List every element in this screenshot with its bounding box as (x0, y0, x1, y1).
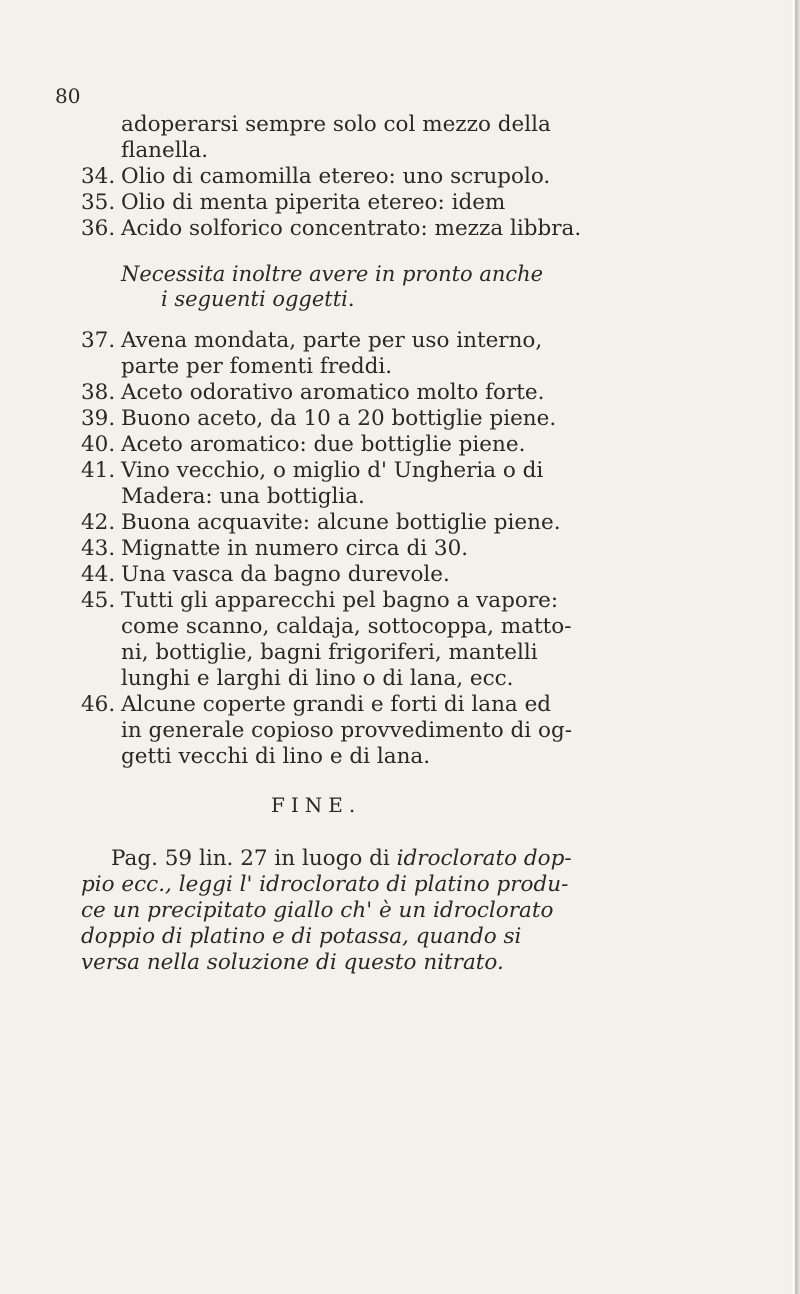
item-line (81, 354, 681, 380)
item-text: Buona acquavite: alcune bottiglie piene. (121, 510, 561, 535)
item-line (81, 588, 681, 614)
errata-line (81, 898, 681, 924)
item-line (81, 380, 681, 406)
item-text: getti vecchi di lino e di lana. (121, 744, 431, 769)
text-line: adoperarsi sempre solo col mezzo della (121, 112, 551, 137)
item-text: Buono aceto, da 10 a 20 bottiglie piene. (121, 406, 557, 431)
item-line (81, 484, 681, 510)
list-item (81, 562, 681, 588)
errata-line (81, 950, 681, 976)
errata-italic: pio ecc., leggi l' idroclorato di platino produ- (81, 872, 569, 897)
errata-italic: idroclorato dop- (396, 846, 572, 871)
item-text: in generale copioso provvedimento di og- (121, 718, 572, 743)
item-number: 39. (81, 406, 116, 431)
text-line: flanella. (121, 138, 209, 163)
item-text: ni, bottiglie, bagni frigoriferi, mantelli (121, 640, 538, 665)
page-number: 80 (55, 84, 81, 108)
item-text: Acido solforico concentrato: mezza libbra. (121, 216, 582, 241)
item-line (81, 328, 681, 354)
item-text: parte per fomenti freddi. (121, 354, 393, 379)
errata-line (81, 872, 681, 898)
item-line (81, 614, 681, 640)
errata-italic: versa nella soluzione di questo nitrato. (81, 950, 504, 975)
item-line (81, 510, 681, 536)
errata-line (81, 924, 681, 950)
list-item (81, 328, 681, 380)
item-line (81, 536, 681, 562)
list-item (81, 190, 681, 216)
item-number: 38. (81, 380, 116, 405)
item-line (81, 718, 681, 744)
list-item (81, 536, 681, 562)
item-line (81, 216, 681, 242)
list-item (81, 216, 681, 242)
item-text: Avena mondata, parte per uso interno, (121, 328, 543, 353)
item-text: Olio di camomilla etereo: uno scrupolo. (121, 164, 551, 189)
item-text: Alcune coperte grandi e forti di lana ed (121, 692, 552, 717)
errata-italic: doppio di platino e di potassa, quando si (81, 924, 522, 949)
item-text: Madera: una bottiglia. (121, 484, 365, 509)
item-text: Una vasca da bagno durevole. (121, 562, 450, 587)
item-text: lunghi e larghi di lino o di lana, ecc. (121, 666, 514, 691)
item-text: Aceto aromatico: due bottiglie piene. (121, 432, 526, 457)
list-item (81, 380, 681, 406)
list-item (81, 588, 681, 692)
item-text: Mignatte in numero circa di 30. (121, 536, 469, 561)
item-text: Olio di menta piperita etereo: idem (121, 190, 506, 215)
item-number: 40. (81, 432, 116, 457)
errata-line (111, 846, 681, 872)
item-number: 37. (81, 328, 116, 353)
section-heading (81, 262, 681, 312)
item-line (81, 562, 681, 588)
item-line (81, 190, 681, 216)
heading-line: i seguenti oggetti. (161, 287, 355, 311)
item-number: 41. (81, 458, 116, 483)
page-body (81, 112, 681, 976)
page-edge (790, 0, 800, 1294)
item-text: Tutti gli apparecchi pel bagno a vapore: (121, 588, 559, 613)
list-item (81, 164, 681, 190)
item-number: 44. (81, 562, 116, 587)
item-list (81, 164, 681, 242)
item-text: come scanno, caldaja, sottocoppa, matto- (121, 614, 572, 639)
item-number: 43. (81, 536, 116, 561)
list-item (81, 458, 681, 510)
item-number: 46. (81, 692, 116, 717)
list-item (81, 510, 681, 536)
errata-italic: ce un precipitato giallo ch' è un idroclorato (81, 898, 554, 923)
item-number: 45. (81, 588, 116, 613)
intro-text (81, 112, 681, 164)
item-line (81, 164, 681, 190)
item-line (81, 432, 681, 458)
item-number: 36. (81, 216, 116, 241)
item-line (81, 666, 681, 692)
item-list (81, 328, 681, 770)
item-number: 35. (81, 190, 116, 215)
item-line (81, 406, 681, 432)
list-item (81, 406, 681, 432)
list-item (81, 692, 681, 770)
item-line (81, 640, 681, 666)
list-item (81, 432, 681, 458)
item-text: Vino vecchio, o miglio d' Ungheria o di (121, 458, 544, 483)
errata-note (81, 846, 681, 976)
item-line (81, 744, 681, 770)
heading-line: Necessita inoltre avere in pronto anche (121, 262, 544, 286)
item-text: Aceto odorativo aromatico molto forte. (121, 380, 545, 405)
item-line (81, 458, 681, 484)
fine-label: FINE. (271, 793, 362, 817)
errata-roman: Pag. 59 lin. 27 in luogo di (111, 846, 397, 871)
item-number: 34. (81, 164, 116, 189)
item-number: 42. (81, 510, 116, 535)
item-line (81, 692, 681, 718)
